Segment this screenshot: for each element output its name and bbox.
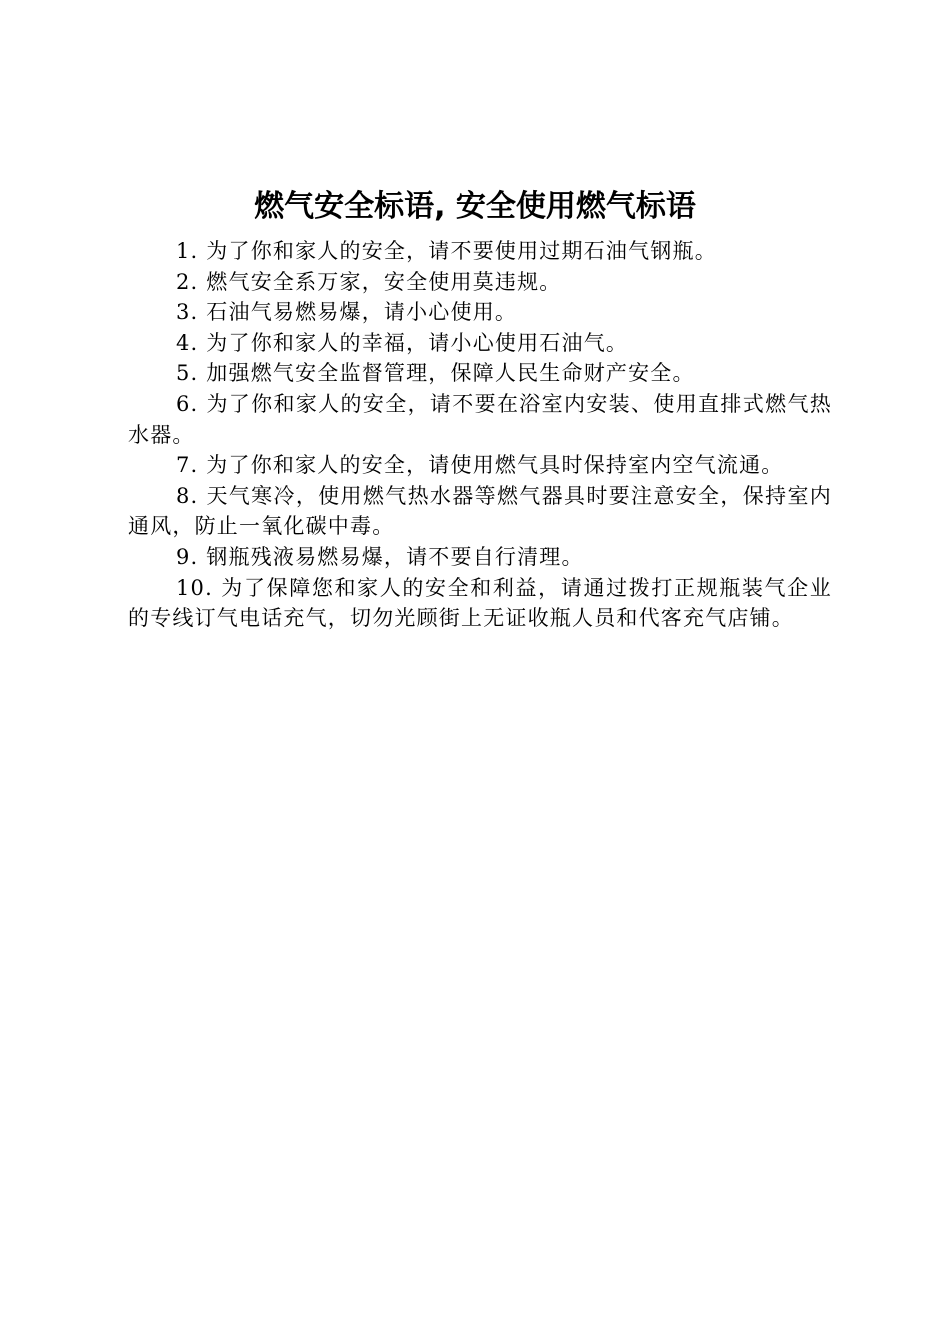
slogan-list — [128, 236, 832, 634]
slogan-item-8: 8. 天气寒冷，使用燃气热水器等燃气器具时要注意安全，保持室内通风，防止一氧化碳中毒。 — [128, 483, 832, 539]
slogan-item-7: 7. 为了你和家人的安全，请使用燃气具时保持室内空气流通。 — [176, 453, 784, 478]
slogan-item-10: 10. 为了保障您和家人的安全和利益，请通过拨打正规瓶装气企业的专线订气电话充气，切勿光顾街上无证收瓶人员和代客充气店铺。 — [128, 575, 832, 631]
slogan-item-9: 9. 钢瓶残液易燃易爆，请不要自行清理。 — [176, 544, 584, 569]
slogan-item-2: 2. 燃气安全系万家，安全使用莫违规。 — [176, 269, 562, 294]
slogan-item-4: 4. 为了你和家人的幸福，请小心使用石油气。 — [176, 330, 629, 355]
slogan-item-3: 3. 石油气易燃易爆，请小心使用。 — [176, 300, 518, 325]
slogan-item-1: 1. 为了你和家人的安全，请不要使用过期石油气钢瓶。 — [176, 239, 717, 263]
slogan-item-5: 5. 加强燃气安全监督管理，保障人民生命财产安全。 — [176, 361, 695, 386]
slogan-item-6: 6. 为了你和家人的安全，请不要在浴室内安装、使用直排式燃气热水器。 — [128, 391, 832, 447]
document-title: 燃气安全标语, 安全使用燃气标语 — [254, 189, 696, 224]
